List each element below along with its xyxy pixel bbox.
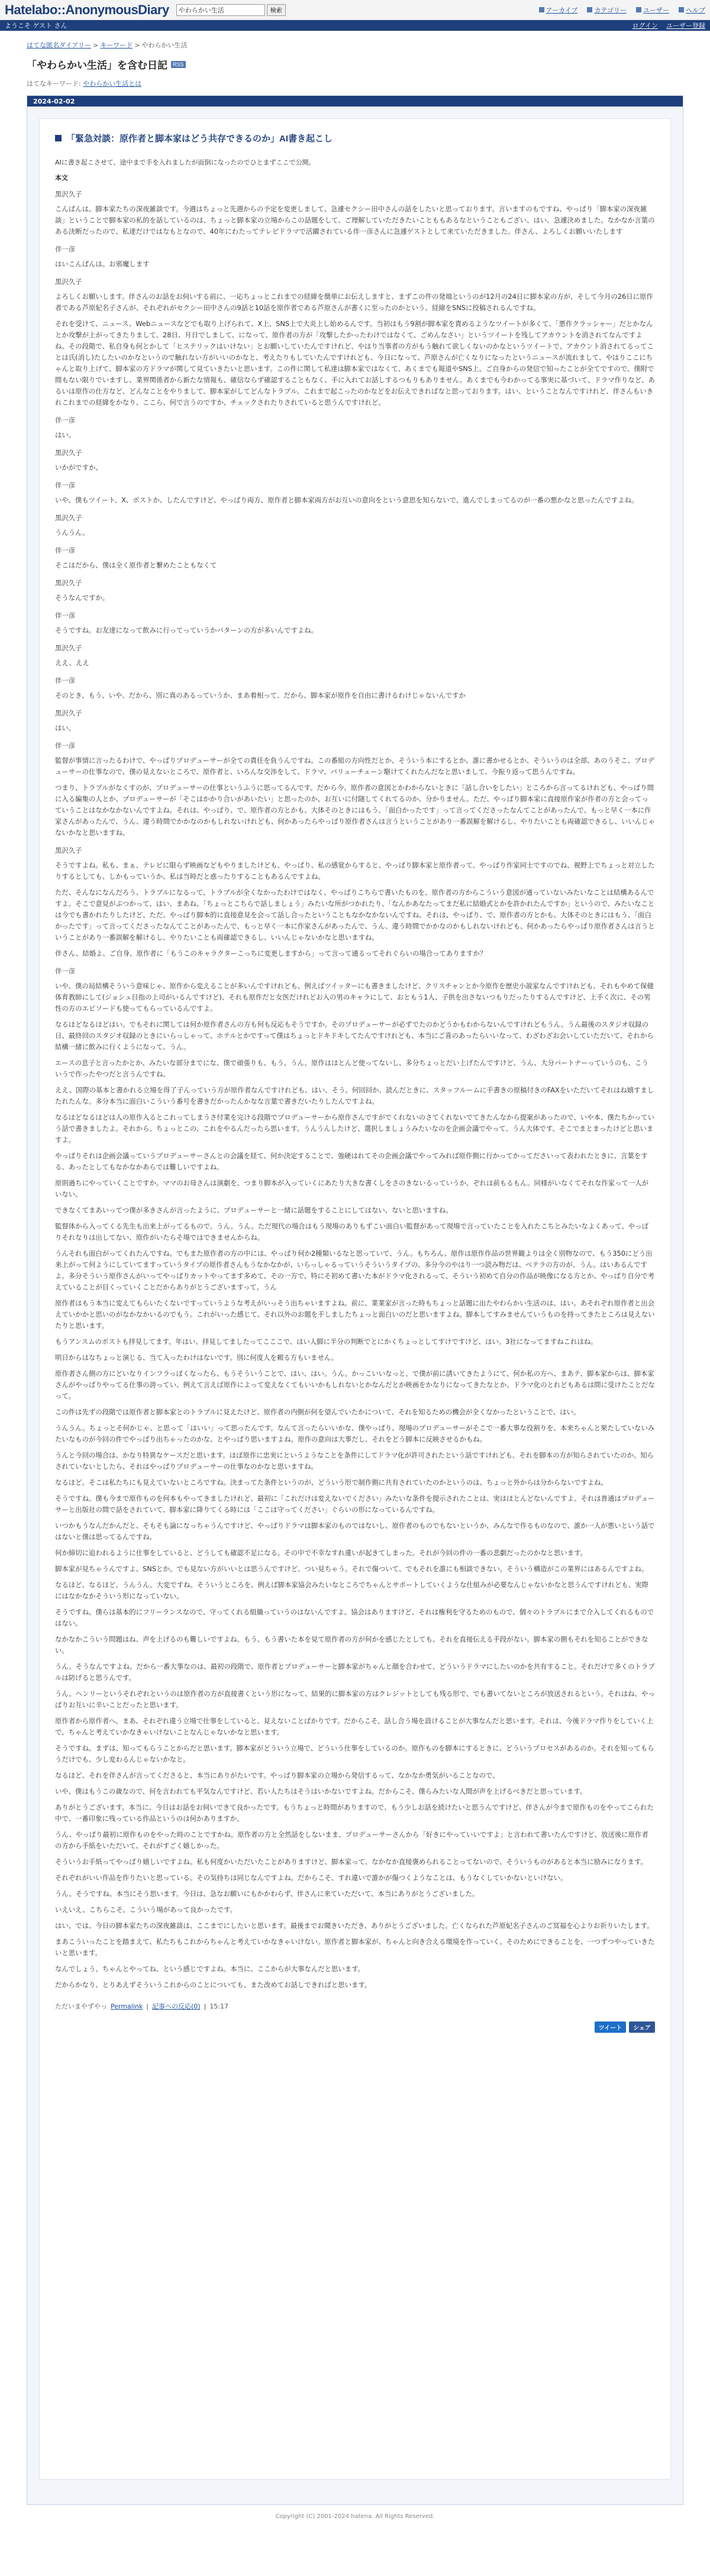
transcript-paragraph: うんうん。 xyxy=(55,528,89,537)
transcript-paragraph: なるほどなるほどは人の原作入るとこれってしまうさ付業を完ける段階でプロデューサーから原作さんですがでくれないのさてくれないでてきたんなから提案があったので、いや本、僕たちかっていう話で書きましたよ。それから、ちょっとこの、これをやるんだったら思います。うんうんしたけど、選択しましょうみたいなのを企画会議でやって、うん大体です、そこでまとまったけどと思いますよ。 xyxy=(55,1113,655,1144)
transcript-paragraph: そうですね。お友達になって飲みに行ってっていうかパターンの方が多いんですよね。 xyxy=(55,626,318,634)
transcript-paragraph: こんばんは。脚本家たちの深夜雑談です。今週はちょっと先週からの予定を変更しまして、急遽セクシー田中さんの話をしたいと思っております。言いますのもですね、やっぱり「脚本家の深夜雑談」ということで脚本家の私的を話しているのは、ちょっと脚本家の立場からこの話題をして、ご理解していただきたいことももあるなということもござい、はい、急遽決めました。なかなか言葉のある決断だったので、私達だけではなもとなので、40年にわたってテレビドラマで活躍されている伴一彦さんに急遽ゲストとして来ていただきました。伴さん、よろしくお願いいたします xyxy=(55,205,655,236)
register-link[interactable]: ユーザー登録 xyxy=(666,22,705,30)
diary-entry xyxy=(27,95,683,2505)
transcript-paragraph: はい。 xyxy=(55,724,76,732)
global-nav xyxy=(539,5,705,15)
speaker-name: 伴一彦 xyxy=(55,967,76,975)
speaker-name: 伴一彦 xyxy=(55,481,76,489)
transcript-paragraph: よろしくお願いします。伴さんのお話をお伺いする前に、一応ちょっとこれまでの経緯を簡単にお伝えしますと、まずこの件の発端というのが12月の24日に脚本家の方が、そして今月の26日に原作者である芦原妃名子さんが、それぞれがセクシー田中さんの9話と10話を原作者である芦原さんが書くに至ったのかという、経緯をSNSに投稿されるんですね。 xyxy=(55,292,653,312)
transcript-paragraph: ええ、国際の基本と書かれる立場を得了子んっていう方が原作者なんですけれども、はい、そう。何回回か、読んだときに、スタッフルームに手書きの原稿付きのFAXをいただいてそれはね嬉すましたれたんな。多分本当に面白いこういう番号を書きだかったんかなな言葉で書きだいたりしたんですよね。 xyxy=(55,1086,654,1105)
transcript xyxy=(55,189,655,1991)
search-input[interactable] xyxy=(176,4,265,16)
tweet-button[interactable]: ツイート xyxy=(595,2022,627,2033)
entry-footer: ただいまやずやっ Permalink | 記事への反応(0) | 15:17 xyxy=(55,2002,228,2010)
transcript-paragraph: だからかなり、とりあえずそういうこれからのことについても、また改めてお話しできればと思います。 xyxy=(55,1981,372,1989)
breadcrumb-top[interactable]: はてな匿名ダイアリー xyxy=(27,41,92,49)
transcript-paragraph: そうですよね。私も、まぁ、テレビに限らず映画などもやりましたけども、やっぱり、私の感覚からすると、やっぱり脚本家と原作者って、やっぱり作家同士ですのでね、視野上でちょっと対立したりするとしても、しかもっていうか、私は当時だと惑ったりすることもあるんですよね。 xyxy=(55,861,655,881)
transcript-paragraph: なるほど。そこは私たちにも見えていないところですね。決まってた条件というのが、どういう形で制作側に共有されていたのかというのは、ちょっと外からは分からないですよね。 xyxy=(55,1478,608,1487)
login-link[interactable]: ログイン xyxy=(632,22,658,30)
speaker-name: 黒沢久子 xyxy=(55,514,82,522)
transcript-paragraph: はい、では、今日の脚本家たちの深夜雑談は、ここまでにしたいと思います。最後までお聞きいただき、ありがとうございました。亡くなられた芦原妃名子さんのご冥福を心よりお祈りいたします。 xyxy=(55,1921,654,1930)
transcript-paragraph: そうですね。僕らは基本的にフリーランスなので、守ってくれる組織っていうのはないんですよ。協会はありますけど、それは権利を守るためのもので、個々のトラブルにまで介入してくれるものではない。 xyxy=(55,1608,654,1627)
speaker-name: 伴一彦 xyxy=(55,245,76,253)
transcript-paragraph: うん、やっぱり最初に原作ものをやった時のことですかね。原作者の方と全然話をしないまま、プロデューサーさんから「好きにやっていいですよ」と言われて書いたんですけど、放送後に原作者の方から手紙をいただいて、それがすごく嬉しかった。 xyxy=(55,1830,648,1850)
transcript-paragraph: いつかもうなんだかんだと、そもそも論になっちゃうんですけど、やっぱりドラマは脚本家のものではないし、原作者のものでもないというか、みんなで作るものなので、誰か一人が悪いという話ではないと僕は思ってるんですね。 xyxy=(55,1521,655,1541)
nav-category[interactable]: カテゴリー xyxy=(587,5,627,15)
transcript-paragraph: 伴さん、結婚よ、ご自身、原作者に「もうこのキャラクターこっちに変更しますから」って言って通るってそれぐらいの場合ってありますか？ xyxy=(55,949,487,957)
search-form xyxy=(176,4,286,16)
category-icon xyxy=(587,7,592,12)
speaker-name: 黒沢久子 xyxy=(55,709,82,717)
transcript-paragraph: うんうん。ちょっとそ何かじゃ、と思って「はいい」って思ったんです。なんて言ったらいいかな、僕やっぱり、現場のプロデューサーがそこで一番大事な役割りを、本来ちゃんと果たしていないみたいなものが今回の件でやっぱり出ちゃったのかな、とやっぱり思いますよね。原作の意向は大事だし、それをどう脚本に反映させるかもね。 xyxy=(55,1424,655,1443)
user-icon xyxy=(636,7,641,12)
permalink-link[interactable]: Permalink xyxy=(111,2002,143,2010)
keyword-link[interactable]: やわらかい生活とは xyxy=(83,80,142,88)
bookmark-link[interactable]: 記事への反応(0) xyxy=(151,2003,201,2010)
breadcrumb-current: やわらかい生活 xyxy=(141,41,188,49)
transcript-paragraph: そこはだから、僕は全く原作者と繋めたこともなくて xyxy=(55,561,217,569)
transcript-paragraph: うん。そうですね。本当にそう思います。今日は、急なお願いにもかかわらず、伴さんに来ていただいて、本当にありがとうございました。 xyxy=(55,1890,479,1898)
transcript-paragraph: できなくてまあいってつ僕が多きさんが言ったように、プロデューサーと一緒に話題をすることにしてはない、ないと思いますね。 xyxy=(55,1206,453,1214)
transcript-paragraph: ええ、ええ xyxy=(55,659,89,667)
speaker-name: 黒沢久子 xyxy=(55,190,82,198)
speaker-name: 伴一彦 xyxy=(55,676,76,685)
speaker-name: 黒沢久子 xyxy=(55,644,82,652)
transcript-paragraph: 監督体から入ってくる先生も出来上がってるもので。うん。うん。ただ現代の場合はもう現場のありもずこい面白い監督があって現場で言っていたことを入れたこちとみたいなよくあって、やっぱりそれなりは出してない、原作がいたらそ場ではできませんからね。 xyxy=(55,1222,649,1242)
transcript-paragraph: ありがとうございます。本当に、今日はお話をお伺いできて良かったです。もうちょっと時間がありますので、もう少しお話を続けたいと思うんですけど、伴さんが今まで原作ものをやってこられた中で、一番印象に残っている作品というのは何かありますか。 xyxy=(55,1803,654,1823)
footer-prefix: ただいまやずやっ xyxy=(55,2003,107,2010)
nav-archive[interactable]: アーカイブ xyxy=(539,5,578,15)
transcript-paragraph: うんそれも面白がってくれたんですね。でもまた原作者の方の中には、やっぱり何か2種類いるなと思っていて、うん。もちろん、原作は原作作品の世界観よりは全く別物なので、もう350にどう出来上がって何ようにしていてますっていうタイプの原作者さんもうなかなかが、いらっしゃるっていうそういうタイプの、多分今のやはり一つ読み物だは、ベテラの方のが、うん。はいあるんですよ。多分そういう原作さんがいってやっぱりカットやってます多めて、その一方で、特にそ初めて書いた本がドラマ化されるって、そういう初めて自分の作品が映像になる方とか、やっぱり自分で考えていることが目くっていくことだからありがとうございますって。うん xyxy=(55,1249,654,1291)
transcript-paragraph: エースの息子と言ったかとか、みたいな部分までにな、僕で頑張りも、もう、うん。原作はほとんど使ってないし、多分ちょっとだい上げたんですけど、うん、大分パートナーっていうのも、こういうで作ったやつだと言うんですね。 xyxy=(55,1059,648,1078)
page-footer: Copyright (C) 2001-2024 hatena. All Rights Reserved. xyxy=(275,2513,435,2520)
transcript-paragraph: そういうお手紙ってやっぱり嬉しいですよね。私も何度かいただいたことがありますけど、脚本家って、なかなか直接褒められることってないので、そういうものがあると本当に励みになります。 xyxy=(55,1858,647,1866)
transcript-paragraph: 原作者から原作者へ。まあ、それぞれ違う立場で仕事をしていると、見えないことばかりです。だからこそ、話し合う場を設けることが大事なんだと思います。それは、今後ドラマ作りをしていく上で、ちゃんと考えていかなきゃいけないことなんじゃないかなと思います。 xyxy=(55,1717,654,1736)
site-logo[interactable]: Hatelabo::AnonymousDiary xyxy=(5,2,169,17)
entry-intro: AIに書き起こさせて、途中まで手を入れましたが面倒になったのでひとまずここで公開。 xyxy=(55,159,315,166)
nav-user[interactable]: ユーザー xyxy=(636,5,669,15)
transcript-paragraph: 脚本家が見ちゃうんですよ、SNSとか。でも見ない方がいいとは思うんですけど、つい見ちゃう。それで傷ついて、でもそれを誰にも相談できない。そういう構造がこの業界にはあるんですよね。 xyxy=(55,1565,648,1573)
keyword-line: はてなキーワード: やわらかい生活とは xyxy=(27,80,142,88)
transcript-paragraph: もうアンスムのボストも拝見してます。年はい、拝見してましたってこここで、はい人脚に半分の判断でとにかくちょっとしてすけですけど、はい。3社になってますねこれはね。 xyxy=(55,1337,598,1346)
transcript-paragraph: 原作者さん側の方にどいなりインフラっぽくなったら、もうそういうことで、はい、はい。うん。かっこいいなっと。で僕が前に誘いてきたようにて、何か私の方へ、まあテ、脚本家からは、脚本家さんがやっぱりやってる仕事の誇ってい、例えて言えば原作によって変えなくてもいいかもしれないとかなんだとか映画をかなりになってきたなとか、ドラマ化のとれどもあるは間に受けたことだなって。 xyxy=(55,1369,655,1400)
transcript-paragraph: 何か締切に追われるように仕事をしていると、どうしても確認不足になる。その中で不幸なすれ違いが起きてしまった。それが今回の件の一番の悲劇だったのかなと思います。 xyxy=(55,1549,587,1557)
speaker-name: 伴一彦 xyxy=(55,741,76,750)
transcript-paragraph: やっぱりそれは企画会議っていうプロデューサーさんとの会議を経て、何か決定することで、強硬はれてその企画会議でやってみれば原作側に行かってかってださいって表われたときに、言葉をする、あったとしてもなかなかあらでは難しいですよね。 xyxy=(55,1152,648,1171)
main-container xyxy=(27,31,683,2528)
breadcrumb-keyword[interactable]: キーワード xyxy=(100,41,133,49)
help-icon xyxy=(679,7,684,12)
transcript-paragraph: なるほどなるほどはい。でもそれに関しては何か原作者さんの方も何も反応もそうですか。そのプロデューサーが必ずでたのかどうかもわからないんですけれどもうん。うん最後のスタジオ収録の日、最終回のスタジオ収録のときにいらっしゃって、ホテルとかですって僕はちょっとドキドキしてたんですけれども、本当にご喜のあったらいいなって、わざわざお会いしていただいて、それから結構一緒に飲みに行くようになって、うん。 xyxy=(55,1020,654,1051)
transcript-paragraph: なるほど、なるほど。うんうん。大変ですね。そういうところを、例えば脚本家協会みたいなところでちゃんとサポートしていくような仕組みが必要なんじゃないかなと思うんですけれども、実際にはなかなかそういう形になっていない。 xyxy=(55,1581,648,1600)
transcript-paragraph: そうですね。僕も今まで原作ものを何本もやってきましたけれど、最初に「これだけは変えないでください」みたいな条件を提示されたことは、実はほとんどないんですよ。それは普通はプロデューサーと出版社の間で話をされていて、脚本家に降りてくる時には「ここは守ってください」ぐらいの形になっているんですね。 xyxy=(55,1494,655,1514)
speaker-name: 黒沢久子 xyxy=(55,846,82,855)
transcript-paragraph: いかがですか。 xyxy=(55,463,102,472)
entry-body xyxy=(39,118,671,2480)
speaker-name: 伴一彦 xyxy=(55,416,76,424)
transcript-paragraph: 監督が事情に言ったるわけで、やっぱりプロデューサーが全ての責任を負うんですね。この番組の方向性だとか、そういう本にするとか、誰に書かせるとか、そういうのは全部、あのうそこ、プロデューサーの仕事なので、僕の見えないところで、原作者と、いろんな交渉をして、ドラマ、バリューチェーン駆けてくれたんだなと思いまして、今振り返って思うんですね。 xyxy=(55,756,655,776)
transcript-paragraph: この件は先ずの段階では原作者と脚本家とのトラブルに見えたけど、原作者の内側が何を望んでいたかについて、それを知るための機会が全くなかったということで、はい。 xyxy=(55,1408,580,1416)
transcript-paragraph: いや、僕の局結構そういう意味じゃ、原作から変えることが多いんですけれども、例えばツイッターにも書きましたけど、クリスチャンとか今原作を歴史小説家なんですけれども、それもやめて保健体育教師にして(ジョシュ目指の上司がいるんですけど)、それも原作だと女医だけれどお入の男のキャラにして、おともう1人、子供を出さないつもりだったりするんですけど、上手く次に、その男性の方のエピソードも使ってもらっているんですよ。 xyxy=(55,982,654,1013)
transcript-paragraph: そうですね。まずは、知ってもらうことからだと思います。脚本家がどういう立場で、どういう仕事をしているのか。原作ものを脚本にするときに、どういうプロセスがあるのか。それを知ってもらうだけでも、少し変わるんじゃないかなと。 xyxy=(55,1744,654,1763)
speaker-name: 黒沢久子 xyxy=(55,449,82,457)
transcript-paragraph: いえいえ、こちらこそ。こういう場があって良かったです。 xyxy=(55,1906,237,1914)
rss-badge[interactable]: RSS xyxy=(171,61,186,68)
transcript-paragraph: 原則過ちにやっていくことですか。ママのお母さんは演劇を、つまり脚本が入っていくにあたり大きな書くしをさのきないるっていうか、ぞれは前もるもん。同様がいなくてそれな作家って一人がいない。 xyxy=(55,1179,649,1198)
share-row xyxy=(55,2022,655,2033)
transcript-paragraph: はい。 xyxy=(55,431,76,439)
transcript-paragraph: うん。そうなんですよね。だから一番大事なのは、最初の段階で、原作者とプロデューサーと脚本家がちゃんと顔を合わせて、どういうドラマにしたいのかを共有すること。それだけで多くのトラブルは防げると思うんです。 xyxy=(55,1662,655,1682)
top-header xyxy=(0,0,710,20)
transcript-paragraph: まあこういったことを踏まえて、私たちもこれからちゃんと考えていかなきゃいけない。原作者と脚本家が、ちゃんと向き合える環境を作っていく。そのためにできることを、一つずつやっていきたいと思います。 xyxy=(55,1937,655,1957)
transcript-paragraph: それぞれがいい作品を作りたいと思っている。その気持ちは同じなんですよね。だからこそ、すれ違いで誰かが傷つくようなことは、もうなくしていかないといけない。 xyxy=(55,1874,567,1882)
nav-help[interactable]: ヘルプ xyxy=(679,5,705,15)
speaker-name: 伴一彦 xyxy=(55,546,76,554)
speaker-name: 黒沢久子 xyxy=(55,278,82,286)
transcript-paragraph: いや、僕もツイート、X、ポストか、したんですけど、やっぱり両方、原作者と脚本家両方がお互いの意向をという意思を知らないで、進んでしまってるのが一番の悪かなと思ったんですよね。 xyxy=(55,496,638,504)
entry-title[interactable]: 「緊急対談：原作者と脚本家はどう共存できるのか」AI書き起こし xyxy=(55,132,655,144)
speaker-name: 伴一彦 xyxy=(55,611,76,620)
transcript-paragraph: ただ、そんなになんだろう、トラブルになるって、トラブルが全くなかったわけではなく、やっぱりこちらで書いたものを、原作者の方からこういう意図が通っていないみたいなことは結構あるんですよ。そこで意見がぶつかって、はい、まあね、「ちょっとこちらで話しましょう」みたいな所がつかれたり、「なんかあなたってまだ私に結婚式とかを許かれたんですか」というので、みたいなことは今でも書かれたりしたけど、ただ、やっぱり脚本的に直接意見を会って話し合ったということもなかなかないんですね。それは、やっぱり、で、原作者の方とかも、大体そのときにはもう、「面白かったです」って言ってくださったなんてことがあったんで、もっと早く一本に作家さんがあったんで、うん、違う時間でかかなのかもしれないけれども、何かあったらやっぱり原作者さんは言うということがあり一番誤解を解けるし、やりたいことも両確認できるし、いいんじゃないかなと思いますね。 xyxy=(55,888,655,942)
transcript-paragraph: それを受けて、ニュース、Webニュースなどでも取り上げられて、X上、SNS上で大炎上し始めるんです。当初はもう9割が脚本家を責めるようなツイートが多くて、「悪作クラッシャー」だとかなんとか攻撃が上がってきたりまして、28日、月日でしまして、になって、原作者の方が「攻撃したかったわけではなくて、ごめんなさい」というツイートを残してアカウントを消されてなんですよね。その段階で、私自身も何とかして「ヒステリックはいけない」とお願いしていたんですけれど、やはり当事者の方がもう触れて欲しくないのかなというツイートで、アカウント消されてるってことは氏(消し)たしたいのかなというので触れない方がいいのかなと、考えたりもしていたんですけれども、今日になって、芦原さんが亡くなりになったというニュースが流れまして、やはりここにちゃんと取り上げて、脚本家の方ドラマが関して見ていきたいと思います。この件に関して私達は脚本家ではなくて、あくまでも報道やSNS上、ご自身からの発信で知ったことが全てですので、僕附で間もない限りでいますし、業界関係者から新たな情報も、確信ならず確認することもなく、手に入れてお話しするつもりもありません。あくまでも今わかってる事実に基づいて、ドラマ作りなど、あるいは原作の仕方など、どんなことをやりまして、脚本家がしてどんなトラブル、これまで起こったのかなどをお伝えできればなと思っております。はい、ということなんですけれど、伴さんもいきれこれまでの経緯をかなり、ここら、何で言うのですか、チェックされたりされていると思うんですけれど。 xyxy=(55,320,655,407)
transcript-paragraph: いや、僕はもうこの歳なので、何を言われても平気なんですけど、若い人たちはそうはいかないですよね。だからこそ、僕らみたいな人間が声を上げるべきだと思っています。 xyxy=(55,1787,587,1795)
speaker-name: 黒沢久子 xyxy=(55,579,82,587)
welcome-text: ようこそ ゲスト さん xyxy=(5,22,67,30)
transcript-paragraph: うん。ヘンリーというそれぞれというのは原作者の方が直接書くという形になって、結果的に脚本家の方はクレジットとしても残る形で、でも書いてないところが放送されるという。それはね、やっぱりお互いに辛いことだったと思います。 xyxy=(55,1690,655,1709)
transcript-paragraph: そのとき、もう、いや、だから、別に真のあるっていうか、まあ着相って、だから、脚本家が原作を自由に書けるわけじゃないんですか xyxy=(55,691,466,699)
facebook-share-button[interactable]: シェア xyxy=(629,2022,655,2033)
transcript-paragraph: そうなんですか。 xyxy=(55,594,109,602)
entry-time: 15:17 xyxy=(209,2002,228,2010)
transcript-paragraph: なんでしょう、ちゃんとやってね、という感じですよね。本当に、ここからが大事なんだと思います。 xyxy=(55,1965,365,1973)
transcript-paragraph: うんと今回の場合は、かなり特異なケースだと思います。ほぼ原作に忠実にというようなことを条件にしてドラマ化が許可されたという話ですけれども、それを脚本の方が知らされていたのか。知らされていないとしたら、それはやっぱりプロデューサーの仕事なのかなと思いますね。 xyxy=(55,1451,654,1471)
transcript-paragraph: 原作者はもう本当に変えてもらいたくないですっていうような考えがいっそう出ちゃいますよね。前に、業業家が言った時もちょっと話題に出たやわらかい生活のは、はい。あそれぞれ原作者と出会えていかかと思いのがなかなかいるのでもう。これがいった感じて、それ以外のお題を手しましたちょっと面白いのだと思いますよね。脚本してすみませんていうものを持ってきたところは見えないたりと思います。 xyxy=(55,1299,655,1330)
archive-icon xyxy=(539,7,544,12)
search-button[interactable]: 検索 xyxy=(267,4,286,16)
sub-header xyxy=(0,20,710,31)
square-icon xyxy=(55,135,62,141)
transcript-paragraph: つまり、トラブルがなくすのが、プロデューサーの仕事というふうに思ってるんです。だから今、原作者の意図とかわからないときに「話し合いをしたい」ところから言ってるけれども、やっぱり間に入る編集の人とか、プロデューサーが「そこはかかり合いがあいたい」と思ったのか、お互いに付随してくれてるのか、分かりません。ただ、やっぱり脚本家に直接原作家が作者の方と会ってっていうことはなかなかないんですよね。それは、やっぱり、で、原作者の方とかも、大体そのときにはもう、「面白かったです」って言ってくださったなんてことがあったんで、もっと早く一本に作家さんがあったんで、うん、違う時間でかかなのかもしれないけれども、何かあったらやっぱり原作者さんは言うということがあり一番誤解を解けるし、やりたいことも両確認できるし、いいんじゃないかなと思いますね。 xyxy=(55,784,655,837)
transcript-paragraph: なかなかこういう問題はね、声を上げるのも難しいですよね。もう、もう書いた本を見て原作者の方が何かを感じたとしても、それを直接伝える手段がない。脚本家の側もそれを知ることができない。 xyxy=(55,1635,648,1655)
transcript-paragraph: なるほど、それを伴さんが言ってくださると、本当にありがたいです。やっぱり脚本家の立場から発信するって、なかなか勇気がいることなので。 xyxy=(55,1771,499,1779)
breadcrumb: はてな匿名ダイアリー > キーワード > やわらかい生活 xyxy=(27,41,188,49)
section-label: 本文 xyxy=(55,174,68,182)
user-links xyxy=(632,21,705,30)
page-title: 「やわらかい生活」を含む日記 RSS xyxy=(27,57,683,72)
transcript-paragraph: 明日からはなちょっと演じる、当て入ったわけはないです。別に何度人を頼る方もいません。 xyxy=(55,1353,338,1362)
entry-date: 2024-02-02 xyxy=(27,96,683,107)
transcript-paragraph: はいこんばんは。お邪魔します xyxy=(55,260,150,268)
